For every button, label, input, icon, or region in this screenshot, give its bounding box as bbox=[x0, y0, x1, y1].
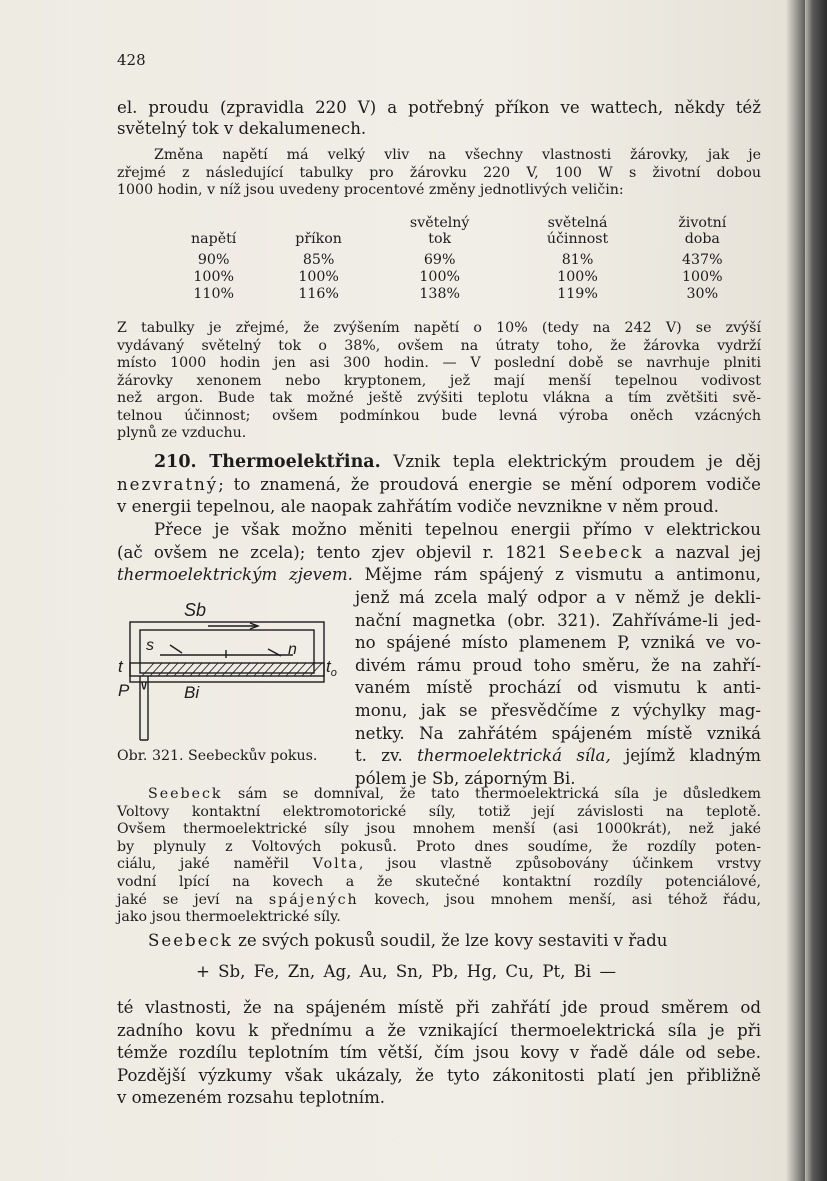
text-line: telnou účinnost; ovšem podmínkou bude levná výroba oněch vzácných bbox=[117, 407, 761, 424]
text-line: jenž má zcela malý odpor a v němž je dekli- bbox=[355, 588, 761, 607]
change-paragraph bbox=[117, 147, 761, 200]
col-header-lifetime: životní doba bbox=[678, 215, 727, 247]
page-number: 428 bbox=[117, 51, 146, 69]
text-line: vodní lpící na kovech a že skutečné kontaktní rozdíly potenciálové, bbox=[117, 873, 761, 890]
text-line: jaké se jeví na spájených kovech, jsou mnohem menší, asi téhož řádu, bbox=[117, 891, 761, 908]
label-p: P bbox=[118, 681, 130, 700]
text-line: Seebeck ze svých pokusů soudil, že lze kovy sestaviti v řadu bbox=[148, 931, 668, 950]
col-header-power: příkon bbox=[295, 231, 342, 247]
voltage-table bbox=[162, 215, 757, 303]
table-cell: 69% bbox=[423, 252, 456, 268]
col-header-flux: světelný tok bbox=[409, 215, 470, 247]
final-paragraph bbox=[117, 997, 761, 1110]
label-t: t bbox=[118, 657, 123, 676]
text-line: té vlastnosti, že na spájeném místě při zahřátí jde proud směrem od bbox=[117, 998, 761, 1017]
table-cell: 116% bbox=[298, 286, 339, 302]
bismuth-bar bbox=[130, 663, 324, 676]
text-line: Z tabulky je zřejmé, že zvýšením napětí o 10% (tedy na 242 V) se zvýší bbox=[117, 320, 761, 336]
thermoelectric-series: + Sb, Fe, Zn, Ag, Au, Sn, Pb, Hg, Cu, Pt, Bi — bbox=[196, 962, 617, 981]
text-line: no spájené místo plamenem P, vzniká ve vo- bbox=[355, 633, 761, 653]
seebeck-figure bbox=[118, 600, 350, 750]
text-line: el. proudu (zpravidla 220 V) a potřebný příkon ve wattech, někdy též bbox=[117, 98, 761, 117]
table-header-row bbox=[162, 215, 757, 252]
table-row bbox=[162, 286, 757, 303]
text-line: 210. Thermoelektřina. Vznik tepla elektrickým proudem je děj bbox=[154, 452, 761, 472]
text-line: by plynuly z Voltových pokusů. Proto dnes soudíme, že rozdíly poten- bbox=[117, 838, 761, 855]
text-line: divém rámu proud toho směru, že na zahří- bbox=[355, 655, 761, 675]
text-line: nezvratný; to znamená, že proudová energie se mění odporem vodiče bbox=[117, 474, 761, 494]
figure-caption: Obr. 321. Seebeckův pokus. bbox=[117, 748, 318, 764]
text-line: Voltovy kontaktní elektromotorické síly, totiž její závislosti na teplotě. bbox=[117, 803, 761, 820]
text-line: t. zv. thermoelektrická síla, jejímž kladným bbox=[355, 746, 761, 766]
col-header-voltage: napětí bbox=[191, 231, 237, 247]
section-number: 210. bbox=[154, 452, 197, 472]
table-row bbox=[162, 269, 757, 286]
text-line: žárovky xenonem nebo kryptonem, jež mají menší tepelnou vodivost bbox=[117, 372, 761, 389]
section-title: Thermoelektřina. bbox=[209, 452, 381, 472]
table-cell: 100% bbox=[419, 269, 460, 285]
text-line: vydávaný světelný tok o 38%, ovšem na útraty toho, že žárovka vydrží bbox=[117, 337, 761, 354]
table-row bbox=[162, 252, 757, 269]
table-cell: 90% bbox=[197, 252, 230, 268]
table-cell: 100% bbox=[557, 269, 598, 285]
label-s: s bbox=[146, 637, 154, 654]
flame-icon bbox=[140, 676, 148, 740]
label-bi: Bi bbox=[184, 683, 200, 702]
text-line: Přece je však možno měniti tepelnou energii přímo v elektrickou bbox=[154, 520, 761, 539]
text-line: nační magnetka (obr. 321). Zahříváme-li jed- bbox=[355, 610, 761, 630]
col-header-efficiency: světelná účinnost bbox=[546, 215, 609, 247]
text-line: v energii tepelnou, ale naopak zahřátím vodiče nevznikne v něm proud. bbox=[117, 497, 719, 517]
text-line: 1000 hodin, v níž jsou uvedeny procentové změny jednotlivých veličin: bbox=[117, 182, 624, 198]
page-edge bbox=[805, 0, 827, 1181]
table-cell: 100% bbox=[682, 269, 723, 285]
table-cell: 30% bbox=[686, 286, 719, 302]
label-n: n bbox=[288, 641, 297, 658]
text-line: světelný tok v dekalumenech. bbox=[117, 119, 367, 138]
text-line: Změna napětí má velký vliv na všechny vlastnosti žárovky, jak je bbox=[154, 147, 761, 163]
seebeck-paragraph bbox=[117, 519, 761, 587]
text-line: místo 1000 hodin jen asi 300 hodin. — V poslední době se navrhuje plniti bbox=[117, 355, 761, 371]
section-210-intro bbox=[117, 451, 761, 519]
text-line: (ač ovšem ne zcela); tento zjev objevil r. 1821 Seebeck a nazval jej bbox=[117, 542, 761, 562]
text-line: Ovšem thermoelektrické síly jsou mnohem menší (asi 1000krát), než jaké bbox=[117, 821, 761, 838]
table-cell: 100% bbox=[193, 269, 234, 285]
text-line: vaném místě prochází od vismutu k anti- bbox=[355, 678, 761, 698]
intro-paragraph bbox=[117, 97, 761, 139]
text-line: pólem je Sb, záporným Bi. bbox=[355, 768, 576, 788]
label-t0: $t_o$ bbox=[326, 657, 337, 679]
table-cell: 437% bbox=[682, 252, 723, 268]
table-cell: 138% bbox=[419, 286, 460, 302]
figure-wrap-text bbox=[355, 587, 761, 790]
text-line: témže rozdílu teplotním tím větší, čím jsou kovy v řadě dále od sebe. bbox=[117, 1043, 761, 1063]
text-line: než argon. Bude tak možné ještě zvýšiti teplotu vlákna a tím zvětšiti svě- bbox=[117, 390, 761, 406]
table-comment-paragraph bbox=[117, 320, 761, 443]
text-line: zadního kovu k přednímu a že vznikající thermoelektrická síla je při bbox=[117, 1020, 761, 1040]
table-cell: 119% bbox=[557, 286, 598, 302]
text-line: Pozdější výzkumy však ukázaly, že tyto zákonitosti platí jen přibližně bbox=[117, 1065, 761, 1085]
table-cell: 85% bbox=[302, 252, 335, 268]
text-line: netky. Na zahřátém spájeném místě vzniká bbox=[355, 723, 761, 743]
order-paragraph bbox=[117, 930, 761, 953]
text-line: ciálu, jaké naměřil Volta, jsou vlastně způsobovány účinkem vrstvy bbox=[117, 856, 761, 873]
text-line: jako jsou thermoelektrické síly. bbox=[117, 909, 341, 926]
table-cell: 100% bbox=[298, 269, 339, 285]
text-line: v omezeném rozsahu teplotním. bbox=[117, 1088, 386, 1108]
text-line: Seebeck sám se domníval, že tato thermoelektrická síla je důsledkem bbox=[148, 786, 761, 802]
label-sb: Sb bbox=[184, 600, 207, 620]
table-cell: 81% bbox=[561, 252, 594, 268]
text-line: plynů ze vzduchu. bbox=[117, 425, 247, 441]
text-line: monu, jak se přesvědčíme z výchylky mag- bbox=[355, 700, 761, 720]
text-line: thermoelektrickým zjevem. Mějme rám spájený z vismutu a antimonu, bbox=[117, 565, 761, 585]
table-cell: 110% bbox=[193, 286, 234, 302]
volta-paragraph bbox=[117, 786, 761, 927]
text-line: zřejmé z následující tabulky pro žárovku 220 V, 100 W s životní dobou bbox=[117, 164, 761, 181]
